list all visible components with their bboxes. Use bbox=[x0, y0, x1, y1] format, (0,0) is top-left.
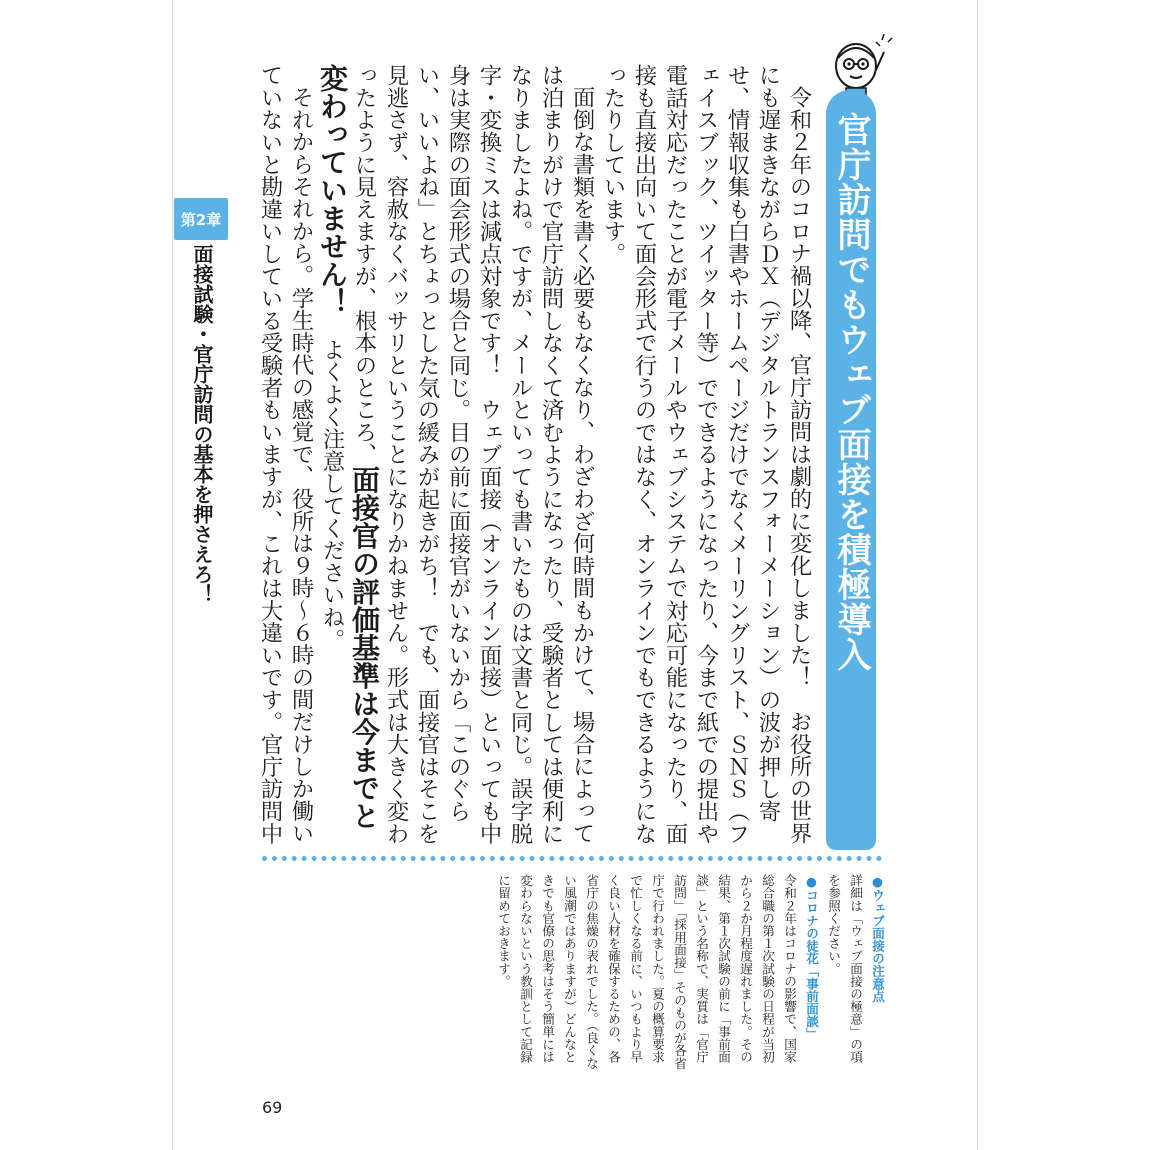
paragraph-2 bbox=[316, 64, 597, 848]
page-number: 69 bbox=[262, 1098, 283, 1117]
page-title: 官庁訪問でもウェブ面接を積極導入 bbox=[831, 112, 871, 672]
main-body-text bbox=[256, 64, 814, 848]
note-2-title: ●コロナの徒花「事前面談」 bbox=[804, 874, 819, 1041]
side-notes bbox=[478, 874, 888, 1070]
chapter-tab: 第2章 bbox=[174, 198, 228, 240]
paragraph-2-emphasis: 面接官の評価基準は今までと変わっていません！ bbox=[316, 64, 381, 830]
paragraph-2-text: 面倒な書類を書く必要もなくなり、わざわざ何時間もかけて、場合によっては泊まりがけで官庁訪問しなくて済むようになったり、受験者としては便利になりましたよね。ですが、メールといっても書いたものは文書と同じ。誤字脱字・変換ミスは減点対象です！ ウェブ面接（オンライン面接）といっても中身は実際の面会形式の場合と同じ。目の前に面接官がいないから「このぐらい、いいよね」とちょっとした気の緩みが起きがち！ でも、面接官はそこを見逃さず、容赦なくバッサリということになりかねません。形式は大きく変わったように見えますが、根本のところ、 bbox=[351, 64, 595, 845]
paragraph-2-tail: よくよく注意してくださいね。 bbox=[319, 316, 345, 651]
chapter-subtitle: 面接試験・官庁訪問の基本を押さえろ！ bbox=[190, 244, 214, 604]
paragraph-1: 令和２年のコロナ禍以降、官庁訪問は劇的に変化しました！ お役所の世界にも遅まきながらＤＸ（デジタルトランスフォーメーション）の波が押し寄せ、情報収集も白書やホームページだけでなくメーリングリスト、ＳＮＳ（フェイスブック、ツイッター等）でできるようになったり、今まで紙での提出や電話対応だったことが電子メールやウェブシステムで対応可能になったり、面接も直接出向いて面会形式で行うのではなく、オンラインでもできるようになったりしています。 bbox=[600, 64, 812, 845]
dotted-separator bbox=[262, 856, 882, 861]
note-1-text: 詳細は「ウェブ面接の極意」の項を参照ください。 bbox=[826, 874, 863, 1063]
paragraph-3 bbox=[256, 64, 316, 848]
note-2-text: 令和２年はコロナの影響で、国家総合職の第１次試験の日程が当初から２か月程度遅れました。その結果、第１次試験の前に「事前面談」という名称で、実質は「官庁訪問」「採用面接」そのものが各省庁で行われました。夏の概算要求で忙しくなる前に、いつもより早く良い人材を確保するための、各省庁の焦燥の表れでした。（良くない風潮ではありますが）どんなときでも官僚の思考はそう簡単には変わらないという教訓として記録に留めておきます。 bbox=[496, 874, 797, 1070]
paragraph-3-text: それからそれから。学生時代の感覚で、役所は９時〜６時の間だけしか働いていないと勘違いしている受験者もいますが、これは大違いです。官庁訪問中 bbox=[257, 64, 314, 845]
note-1-title: ●ウェブ面接の注意点 bbox=[870, 874, 885, 1003]
